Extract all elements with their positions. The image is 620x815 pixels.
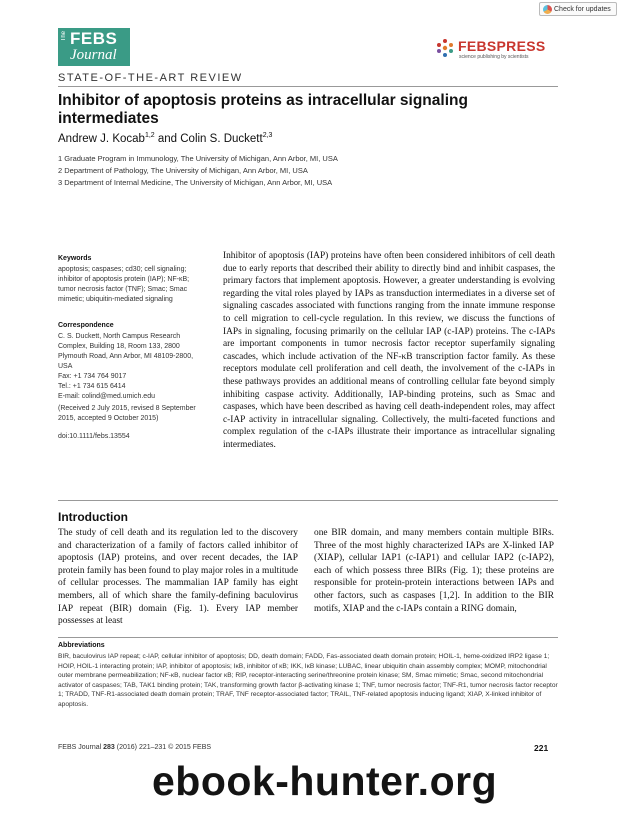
correspondence-line: USA — [58, 363, 73, 370]
author-and: and — [154, 132, 181, 145]
keyword-line: inhibitor of apoptosis protein (IAP); NF-κB; — [58, 276, 190, 283]
introduction-heading: Introduction — [58, 510, 128, 524]
logo-febs-text: FEBS — [70, 29, 118, 48]
intro-right-column: one BIR domain, and many members contain multiple BIRs. Three of the most highly characterized IAPs are X-linked IAP (XIAP), cellular IAP1 (c-IAP1) and cellular IAP2 (c-IAP2), each of which possess three BIRs (Fig. 1); these proteins are responsible for protein-protein interactions between IAPs and other factors, such as caspases [1,2]. In addition to the BIR motifs, XIAP and the c-IAPs contain a RING domain, — [314, 528, 554, 614]
author-1-affiliation: 1,2 — [144, 132, 155, 139]
author-2-affiliation: 2,3 — [262, 132, 273, 139]
correspondence-line: Plymouth Road, Ann Arbor, MI 48109-2800, — [58, 353, 194, 360]
received-line: 2015, accepted 9 October 2015) — [58, 415, 159, 422]
correspondence-line: Tel.: +1 734 615 6414 — [58, 383, 126, 390]
update-icon — [543, 5, 552, 14]
intro-left-column: The study of cell death and its regulation led to the discovery and characterization of a family of factors called inhibitor of apoptosis (IAP) proteins, and over recent decades, the IAP protein family has been found to play major roles in a multitude of cellular processes. The mammalian IAP family has eight members, all of which share the family-defining baculovirus IAP repeat (BIR) domain (Fig. 1). Every IAP member possesses at least — [58, 528, 298, 627]
affiliation-3: 3 Department of Internal Medicine, The University of Michigan, Ann Arbor, MI, USA — [58, 178, 333, 187]
footer-journal: FEBS Journal — [58, 744, 104, 751]
footer-volume: 283 — [103, 744, 115, 751]
article-title: Inhibitor of apoptosis proteins as intracellular signaling intermediates — [58, 92, 468, 127]
keyword-line: mimetic; ubiquitin-mediated signaling — [58, 296, 173, 303]
received-dates — [58, 404, 218, 424]
correspondence-heading: Correspondence — [58, 322, 114, 329]
footer-rest: (2016) 221–231 © 2015 FEBS — [114, 744, 212, 751]
author-1[interactable]: Andrew J. Kocab — [58, 132, 145, 145]
journal-citation — [58, 744, 211, 751]
abstract: Inhibitor of apoptosis (IAP) proteins have often been considered inhibitors of cell death due to early reports that described their ability to directly bind and inhibit caspases, the primary factors that implement apoptosis. However, a greater understanding is evolving regarding the vital roles played by IAPs as transduction intermediates in a diverse set of signaling cascades associated with functions ranging from the innate immune response to cell migration to cell-cycle regulation. In this review, we discuss the functions of IAPs in signaling, focusing primarily on the cellular IAP (c-IAP) proteins. The c-IAPs are important components in tumor necrosis factor receptor superfamily signaling cascades, which include activation of the NF-κB transcription factor family. As these receptors modulate cell proliferation and cell death, the involvement of the c-IAPs in these pathways provides an additional means of controlling cellular fate beyond simply inhibiting caspase activity. Additionally, IAP-binding proteins, such as Smac and caspases, which have been described as having cell death-independent roles, may affect c-IAP activity in intracellular signaling. Collectively, the multi-faceted functions and complex regulation of the c-IAPs illustrate their importance as intracellular signaling intermediates. — [223, 251, 555, 450]
check-for-updates-label: Check for updates — [554, 6, 611, 13]
correspondence-line: C. S. Duckett, North Campus Research — [58, 333, 181, 340]
header-divider — [58, 86, 558, 87]
intro-divider — [58, 500, 558, 501]
febs-press-subtitle: science publishing by scientists — [459, 54, 529, 60]
author-line — [58, 132, 272, 145]
keyword-line: apoptosis; caspases; cd30; cell signaling; — [58, 266, 187, 273]
febs-press-dots-icon — [435, 38, 455, 58]
abbreviations-text: BIR, baculovirus IAP repeat; c-IAP, cellular inhibitor of apoptosis; DD, death domain; FADD, Fas-associated death domain protein; HOIL-1, heme-oxidized IRP2 ligase 1; HOIP, HOIL-1 interacting protein; IAP, inhibitor of apoptosis; IκB, inhibitor of κB; IKK, IκB kinase; LUBAC, linear ubiquitin chain assembly complex; MOMP, mitochondrial outer membrane permeabilization; NF-κB, nuclear factor κB; RIP, receptor-interacting serine/threonine protein kinase; SM, Smac mimetic; Smac, second mitochondrial activator of caspases; TAB, TAK1 binding protein; TAK, transforming growth factor β-activating kinase 1; TNF, tumor necrosis factor; TNF-R1, tumor necrosis factor receptor 1; TRADD, TNF-R1-associated death domain protein; TRAF, TNF receptor-associated factor; TRAIL, TNF-related apoptosis inducing ligand; XIAP, X-linked inhibitor of apoptosis. — [58, 653, 558, 708]
keyword-line: tumor necrosis factor (TNF); Smac; Smac — [58, 286, 188, 293]
febs-press-title: FEBSPRESS — [458, 38, 546, 54]
author-2[interactable]: Colin S. Duckett — [180, 132, 263, 145]
affiliation-2: 2 Department of Pathology, The University of Michigan, Ann Arbor, MI, USA — [58, 166, 308, 175]
logo-journal-text: Journal — [70, 47, 117, 63]
received-line: (Received 2 July 2015, revised 8 September — [58, 405, 196, 412]
abbreviations-heading: Abbreviations — [58, 642, 105, 649]
abbreviations-divider — [58, 637, 558, 638]
febs-journal-logo — [58, 28, 130, 66]
watermark-text: ebook-hunter.org — [152, 758, 498, 804]
correspondence-line: Fax: +1 734 764 9017 — [58, 373, 127, 380]
doi-link[interactable]: doi:10.1111/febs.13554 — [58, 433, 130, 440]
email-link[interactable]: E-mail: colind@med.umich.edu — [58, 393, 155, 400]
page-number: 221 — [534, 743, 549, 753]
check-for-updates-button[interactable] — [539, 2, 617, 16]
correspondence-block — [58, 332, 218, 402]
keywords-heading: Keywords — [58, 255, 92, 262]
correspondence-line: Complex, Building 18, Room 133, 2800 — [58, 343, 180, 350]
logo-the-text: The — [61, 31, 67, 42]
keywords-list — [58, 265, 218, 305]
affiliation-1: 1 Graduate Program in Immunology, The University of Michigan, Ann Arbor, MI, USA — [58, 154, 338, 163]
section-label: STATE-OF-THE-ART REVIEW — [58, 72, 243, 84]
